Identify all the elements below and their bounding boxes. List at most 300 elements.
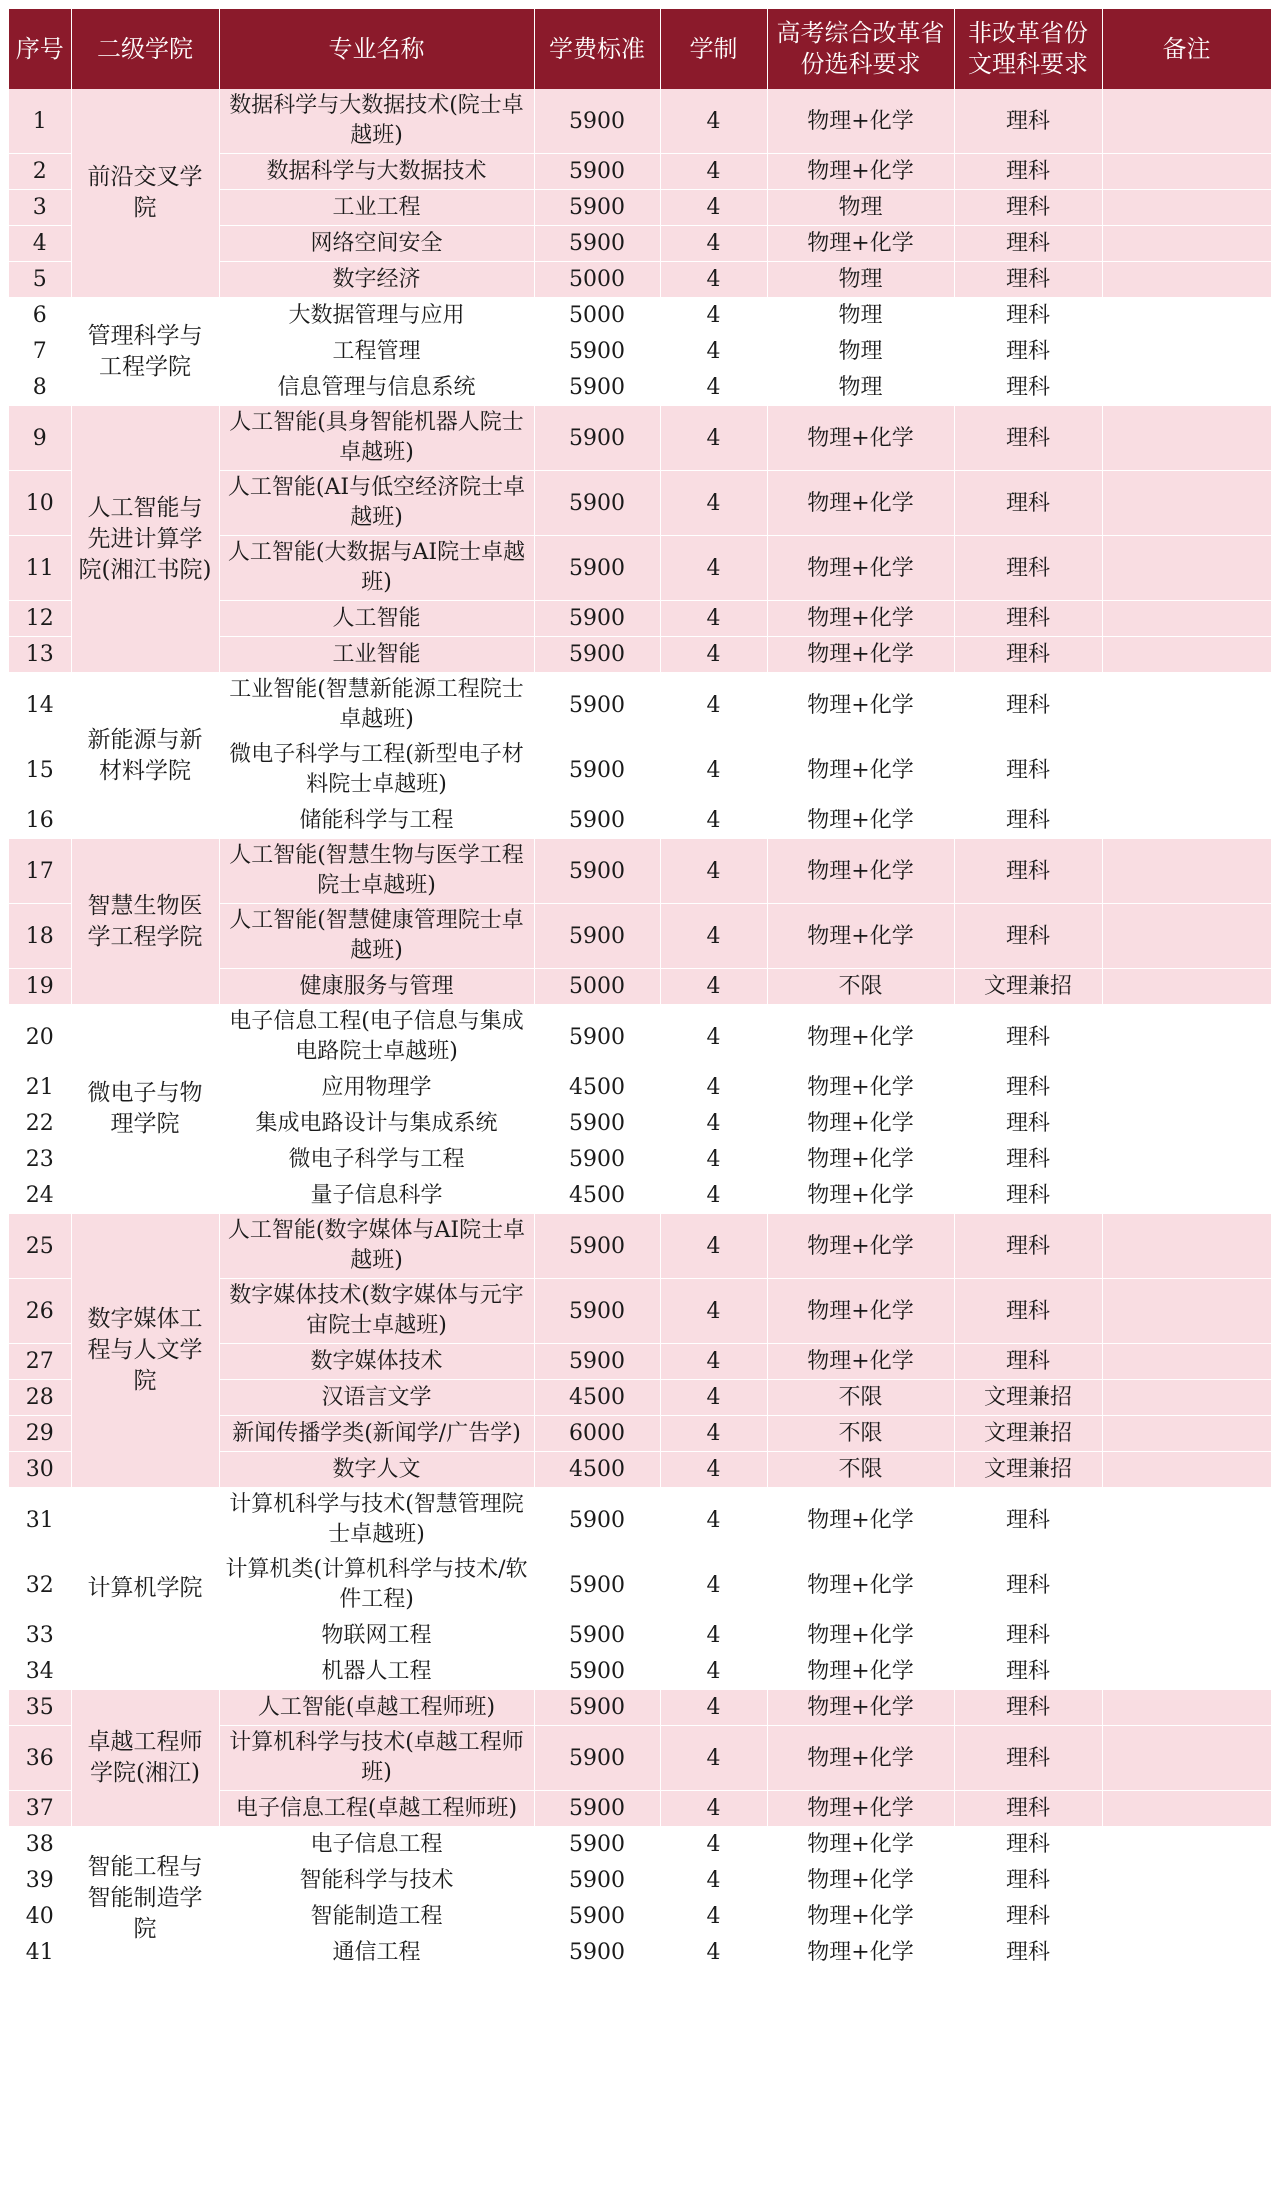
note xyxy=(1102,1726,1271,1791)
track-requirement: 理科 xyxy=(954,370,1102,406)
college-name: 人工智能与先进计算学院(湘江书院) xyxy=(71,406,219,673)
subject-requirement: 物理+化学 xyxy=(767,1106,954,1142)
major-name: 通信工程 xyxy=(219,1935,534,1971)
major-name: 新闻传播学类(新闻学/广告学) xyxy=(219,1416,534,1452)
subject-requirement: 物理+化学 xyxy=(767,1863,954,1899)
major-name: 工业工程 xyxy=(219,190,534,226)
note xyxy=(1102,1005,1271,1070)
major-name: 电子信息工程(电子信息与集成电路院士卓越班) xyxy=(219,1005,534,1070)
major-name: 数字经济 xyxy=(219,262,534,298)
track-requirement: 理科 xyxy=(954,673,1102,738)
row-number: 23 xyxy=(9,1142,71,1178)
study-years: 4 xyxy=(660,1935,767,1971)
note xyxy=(1102,601,1271,637)
row-number: 34 xyxy=(9,1654,71,1690)
study-years: 4 xyxy=(660,1827,767,1863)
row-number: 1 xyxy=(9,89,71,154)
tuition-fee: 5900 xyxy=(534,1899,660,1935)
major-name: 工业智能 xyxy=(219,637,534,673)
subject-requirement: 物理+化学 xyxy=(767,1553,954,1618)
study-years: 4 xyxy=(660,1416,767,1452)
subject-requirement: 物理+化学 xyxy=(767,1070,954,1106)
track-requirement: 文理兼招 xyxy=(954,1380,1102,1416)
tuition-fee: 4500 xyxy=(534,1380,660,1416)
row-number: 26 xyxy=(9,1279,71,1344)
tuition-fee: 5000 xyxy=(534,298,660,334)
row-number: 31 xyxy=(9,1488,71,1553)
track-requirement: 理科 xyxy=(954,1726,1102,1791)
subject-requirement: 物理+化学 xyxy=(767,637,954,673)
note xyxy=(1102,1899,1271,1935)
study-years: 4 xyxy=(660,298,767,334)
subject-requirement: 物理+化学 xyxy=(767,1791,954,1827)
tuition-fee: 5900 xyxy=(534,1214,660,1279)
major-name: 计算机科学与技术(智慧管理院士卓越班) xyxy=(219,1488,534,1553)
subject-requirement: 物理+化学 xyxy=(767,601,954,637)
major-name: 电子信息工程(卓越工程师班) xyxy=(219,1791,534,1827)
tuition-fee: 5900 xyxy=(534,1791,660,1827)
major-name: 数字媒体技术 xyxy=(219,1344,534,1380)
track-requirement: 理科 xyxy=(954,1863,1102,1899)
subject-requirement: 物理 xyxy=(767,370,954,406)
header-note: 备注 xyxy=(1102,9,1271,89)
track-requirement: 理科 xyxy=(954,226,1102,262)
track-requirement: 理科 xyxy=(954,154,1102,190)
track-requirement: 理科 xyxy=(954,1618,1102,1654)
note xyxy=(1102,89,1271,154)
major-name: 人工智能(智慧生物与医学工程院士卓越班) xyxy=(219,839,534,904)
row-number: 19 xyxy=(9,969,71,1005)
major-name: 人工智能(智慧健康管理院士卓越班) xyxy=(219,904,534,969)
note xyxy=(1102,1106,1271,1142)
table-row xyxy=(9,1488,1271,1553)
row-number: 4 xyxy=(9,226,71,262)
major-name: 工业智能(智慧新能源工程院士卓越班) xyxy=(219,673,534,738)
track-requirement: 理科 xyxy=(954,601,1102,637)
tuition-fee: 5900 xyxy=(534,1654,660,1690)
row-number: 33 xyxy=(9,1618,71,1654)
track-requirement: 理科 xyxy=(954,839,1102,904)
row-number: 32 xyxy=(9,1553,71,1618)
tuition-fee: 5900 xyxy=(534,1618,660,1654)
note xyxy=(1102,969,1271,1005)
tuition-fee: 5900 xyxy=(534,1827,660,1863)
row-number: 13 xyxy=(9,637,71,673)
table-row xyxy=(9,673,1271,738)
note xyxy=(1102,1863,1271,1899)
table-row xyxy=(9,1214,1271,1279)
track-requirement: 理科 xyxy=(954,1488,1102,1553)
major-name: 智能科学与技术 xyxy=(219,1863,534,1899)
note xyxy=(1102,536,1271,601)
subject-requirement: 物理 xyxy=(767,262,954,298)
subject-requirement: 物理+化学 xyxy=(767,226,954,262)
row-number: 12 xyxy=(9,601,71,637)
track-requirement: 理科 xyxy=(954,1070,1102,1106)
tuition-fee: 5900 xyxy=(534,406,660,471)
tuition-fee: 5900 xyxy=(534,1553,660,1618)
subject-requirement: 物理+化学 xyxy=(767,1935,954,1971)
subject-requirement: 不限 xyxy=(767,969,954,1005)
subject-requirement: 物理+化学 xyxy=(767,89,954,154)
note xyxy=(1102,1344,1271,1380)
major-name: 计算机科学与技术(卓越工程师班) xyxy=(219,1726,534,1791)
tuition-fee: 5000 xyxy=(534,969,660,1005)
note xyxy=(1102,154,1271,190)
row-number: 7 xyxy=(9,334,71,370)
major-name: 人工智能(数字媒体与AI院士卓越班) xyxy=(219,1214,534,1279)
track-requirement: 理科 xyxy=(954,1935,1102,1971)
note xyxy=(1102,1935,1271,1971)
study-years: 4 xyxy=(660,1690,767,1726)
college-name: 前沿交叉学院 xyxy=(71,89,219,298)
study-years: 4 xyxy=(660,969,767,1005)
row-number: 27 xyxy=(9,1344,71,1380)
note xyxy=(1102,190,1271,226)
study-years: 4 xyxy=(660,471,767,536)
study-years: 4 xyxy=(660,190,767,226)
subject-requirement: 物理+化学 xyxy=(767,1618,954,1654)
track-requirement: 理科 xyxy=(954,1690,1102,1726)
row-number: 36 xyxy=(9,1726,71,1791)
row-number: 35 xyxy=(9,1690,71,1726)
track-requirement: 理科 xyxy=(954,1899,1102,1935)
track-requirement: 理科 xyxy=(954,904,1102,969)
major-name: 工程管理 xyxy=(219,334,534,370)
track-requirement: 理科 xyxy=(954,1344,1102,1380)
study-years: 4 xyxy=(660,89,767,154)
track-requirement: 理科 xyxy=(954,1654,1102,1690)
study-years: 4 xyxy=(660,1654,767,1690)
note xyxy=(1102,1214,1271,1279)
row-number: 22 xyxy=(9,1106,71,1142)
subject-requirement: 物理 xyxy=(767,190,954,226)
header-subject-requirement: 高考综合改革省份选科要求 xyxy=(767,9,954,89)
note xyxy=(1102,637,1271,673)
note xyxy=(1102,1416,1271,1452)
note xyxy=(1102,738,1271,803)
subject-requirement: 不限 xyxy=(767,1452,954,1488)
study-years: 4 xyxy=(660,1279,767,1344)
row-number: 8 xyxy=(9,370,71,406)
major-name: 大数据管理与应用 xyxy=(219,298,534,334)
row-number: 38 xyxy=(9,1827,71,1863)
tuition-fee: 5900 xyxy=(534,738,660,803)
table-row xyxy=(9,1827,1271,1863)
track-requirement: 理科 xyxy=(954,89,1102,154)
subject-requirement: 物理+化学 xyxy=(767,673,954,738)
row-number: 2 xyxy=(9,154,71,190)
note xyxy=(1102,406,1271,471)
subject-requirement: 物理+化学 xyxy=(767,1214,954,1279)
tuition-fee: 5900 xyxy=(534,226,660,262)
tuition-fee: 5900 xyxy=(534,1344,660,1380)
subject-requirement: 物理+化学 xyxy=(767,536,954,601)
row-number: 16 xyxy=(9,803,71,839)
track-requirement: 理科 xyxy=(954,1791,1102,1827)
major-name: 机器人工程 xyxy=(219,1654,534,1690)
major-name: 数据科学与大数据技术(院士卓越班) xyxy=(219,89,534,154)
subject-requirement: 物理+化学 xyxy=(767,1005,954,1070)
track-requirement: 理科 xyxy=(954,1005,1102,1070)
table-row xyxy=(9,298,1271,334)
track-requirement: 理科 xyxy=(954,190,1102,226)
table-row xyxy=(9,1690,1271,1726)
college-name: 微电子与物理学院 xyxy=(71,1005,219,1214)
subject-requirement: 物理+化学 xyxy=(767,904,954,969)
subject-requirement: 物理+化学 xyxy=(767,1654,954,1690)
note xyxy=(1102,262,1271,298)
track-requirement: 理科 xyxy=(954,1279,1102,1344)
header-track-requirement: 非改革省份文理科要求 xyxy=(954,9,1102,89)
major-name: 电子信息工程 xyxy=(219,1827,534,1863)
subject-requirement: 物理+化学 xyxy=(767,738,954,803)
study-years: 4 xyxy=(660,334,767,370)
track-requirement: 理科 xyxy=(954,1214,1102,1279)
track-requirement: 理科 xyxy=(954,334,1102,370)
study-years: 4 xyxy=(660,262,767,298)
subject-requirement: 物理+化学 xyxy=(767,1690,954,1726)
major-name: 集成电路设计与集成系统 xyxy=(219,1106,534,1142)
track-requirement: 文理兼招 xyxy=(954,1452,1102,1488)
subject-requirement: 物理+化学 xyxy=(767,406,954,471)
table-row xyxy=(9,1005,1271,1070)
study-years: 4 xyxy=(660,738,767,803)
row-number: 20 xyxy=(9,1005,71,1070)
subject-requirement: 物理+化学 xyxy=(767,1899,954,1935)
note xyxy=(1102,471,1271,536)
track-requirement: 理科 xyxy=(954,536,1102,601)
study-years: 4 xyxy=(660,637,767,673)
row-number: 10 xyxy=(9,471,71,536)
row-number: 24 xyxy=(9,1178,71,1214)
track-requirement: 理科 xyxy=(954,1553,1102,1618)
tuition-fee: 6000 xyxy=(534,1416,660,1452)
study-years: 4 xyxy=(660,1070,767,1106)
subject-requirement: 物理+化学 xyxy=(767,803,954,839)
note xyxy=(1102,226,1271,262)
row-number: 3 xyxy=(9,190,71,226)
table-row xyxy=(9,89,1271,154)
study-years: 4 xyxy=(660,1488,767,1553)
tuition-fee: 5900 xyxy=(534,673,660,738)
track-requirement: 理科 xyxy=(954,262,1102,298)
note xyxy=(1102,1070,1271,1106)
major-name: 微电子科学与工程(新型电子材料院士卓越班) xyxy=(219,738,534,803)
study-years: 4 xyxy=(660,1452,767,1488)
subject-requirement: 不限 xyxy=(767,1380,954,1416)
subject-requirement: 物理+化学 xyxy=(767,1178,954,1214)
header-fee: 学费标准 xyxy=(534,9,660,89)
study-years: 4 xyxy=(660,1726,767,1791)
header-no: 序号 xyxy=(9,9,71,89)
study-years: 4 xyxy=(660,1618,767,1654)
tuition-fee: 5900 xyxy=(534,637,660,673)
table-body xyxy=(9,89,1271,1971)
major-name: 人工智能(卓越工程师班) xyxy=(219,1690,534,1726)
row-number: 28 xyxy=(9,1380,71,1416)
row-number: 30 xyxy=(9,1452,71,1488)
note xyxy=(1102,370,1271,406)
row-number: 6 xyxy=(9,298,71,334)
note xyxy=(1102,1553,1271,1618)
study-years: 4 xyxy=(660,1344,767,1380)
track-requirement: 理科 xyxy=(954,1142,1102,1178)
college-name: 新能源与新材料学院 xyxy=(71,673,219,839)
tuition-fee: 5900 xyxy=(534,89,660,154)
major-name: 计算机类(计算机科学与技术/软件工程) xyxy=(219,1553,534,1618)
study-years: 4 xyxy=(660,536,767,601)
subject-requirement: 物理+化学 xyxy=(767,1726,954,1791)
college-name: 数字媒体工程与人文学院 xyxy=(71,1214,219,1488)
subject-requirement: 物理+化学 xyxy=(767,471,954,536)
study-years: 4 xyxy=(660,1005,767,1070)
study-years: 4 xyxy=(660,1899,767,1935)
tuition-fee: 5900 xyxy=(534,1690,660,1726)
major-name: 物联网工程 xyxy=(219,1618,534,1654)
college-name: 智慧生物医学工程学院 xyxy=(71,839,219,1005)
major-name: 人工智能 xyxy=(219,601,534,637)
study-years: 4 xyxy=(660,839,767,904)
note xyxy=(1102,1827,1271,1863)
note xyxy=(1102,1654,1271,1690)
note xyxy=(1102,1380,1271,1416)
college-name: 卓越工程师学院(湘江) xyxy=(71,1690,219,1827)
major-name: 人工智能(AI与低空经济院士卓越班) xyxy=(219,471,534,536)
note xyxy=(1102,1618,1271,1654)
row-number: 29 xyxy=(9,1416,71,1452)
study-years: 4 xyxy=(660,803,767,839)
study-years: 4 xyxy=(660,1863,767,1899)
major-name: 数据科学与大数据技术 xyxy=(219,154,534,190)
tuition-fee: 5900 xyxy=(534,334,660,370)
note xyxy=(1102,1690,1271,1726)
header-major: 专业名称 xyxy=(219,9,534,89)
study-years: 4 xyxy=(660,1214,767,1279)
note xyxy=(1102,1178,1271,1214)
note xyxy=(1102,904,1271,969)
header-row xyxy=(9,9,1271,89)
row-number: 37 xyxy=(9,1791,71,1827)
track-requirement: 文理兼招 xyxy=(954,1416,1102,1452)
note xyxy=(1102,1452,1271,1488)
tuition-fee: 5900 xyxy=(534,190,660,226)
subject-requirement: 物理+化学 xyxy=(767,1827,954,1863)
subject-requirement: 物理 xyxy=(767,298,954,334)
tuition-fee: 5900 xyxy=(534,536,660,601)
study-years: 4 xyxy=(660,154,767,190)
track-requirement: 理科 xyxy=(954,738,1102,803)
note xyxy=(1102,803,1271,839)
study-years: 4 xyxy=(660,904,767,969)
tuition-fee: 5900 xyxy=(534,1935,660,1971)
row-number: 5 xyxy=(9,262,71,298)
tuition-fee: 5900 xyxy=(534,904,660,969)
major-name: 储能科学与工程 xyxy=(219,803,534,839)
row-number: 11 xyxy=(9,536,71,601)
tuition-fee: 4500 xyxy=(534,1070,660,1106)
major-name: 人工智能(大数据与AI院士卓越班) xyxy=(219,536,534,601)
study-years: 4 xyxy=(660,1106,767,1142)
row-number: 39 xyxy=(9,1863,71,1899)
track-requirement: 理科 xyxy=(954,1178,1102,1214)
major-name: 数字媒体技术(数字媒体与元宇宙院士卓越班) xyxy=(219,1279,534,1344)
tuition-fee: 5900 xyxy=(534,471,660,536)
major-name: 微电子科学与工程 xyxy=(219,1142,534,1178)
subject-requirement: 物理+化学 xyxy=(767,1488,954,1553)
table-row xyxy=(9,839,1271,904)
college-name: 管理科学与工程学院 xyxy=(71,298,219,406)
study-years: 4 xyxy=(660,673,767,738)
subject-requirement: 物理+化学 xyxy=(767,1344,954,1380)
track-requirement: 理科 xyxy=(954,1827,1102,1863)
study-years: 4 xyxy=(660,1553,767,1618)
track-requirement: 理科 xyxy=(954,406,1102,471)
study-years: 4 xyxy=(660,1142,767,1178)
subject-requirement: 物理+化学 xyxy=(767,154,954,190)
tuition-fee: 5900 xyxy=(534,601,660,637)
tuition-fee: 5900 xyxy=(534,839,660,904)
major-name: 量子信息科学 xyxy=(219,1178,534,1214)
track-requirement: 理科 xyxy=(954,637,1102,673)
major-name: 智能制造工程 xyxy=(219,1899,534,1935)
study-years: 4 xyxy=(660,1380,767,1416)
note xyxy=(1102,1791,1271,1827)
row-number: 41 xyxy=(9,1935,71,1971)
note xyxy=(1102,1142,1271,1178)
study-years: 4 xyxy=(660,406,767,471)
tuition-fee: 5900 xyxy=(534,1106,660,1142)
major-name: 人工智能(具身智能机器人院士卓越班) xyxy=(219,406,534,471)
track-requirement: 理科 xyxy=(954,803,1102,839)
note xyxy=(1102,298,1271,334)
row-number: 18 xyxy=(9,904,71,969)
study-years: 4 xyxy=(660,226,767,262)
row-number: 25 xyxy=(9,1214,71,1279)
track-requirement: 文理兼招 xyxy=(954,969,1102,1005)
note xyxy=(1102,673,1271,738)
tuition-fee: 5900 xyxy=(534,1279,660,1344)
row-number: 9 xyxy=(9,406,71,471)
header-college: 二级学院 xyxy=(71,9,219,89)
major-name: 健康服务与管理 xyxy=(219,969,534,1005)
tuition-fee: 5900 xyxy=(534,370,660,406)
subject-requirement: 物理+化学 xyxy=(767,1279,954,1344)
college-name: 计算机学院 xyxy=(71,1488,219,1690)
subject-requirement: 物理 xyxy=(767,334,954,370)
tuition-fee: 5900 xyxy=(534,1726,660,1791)
tuition-fee: 5900 xyxy=(534,1005,660,1070)
admissions-table xyxy=(9,9,1272,1971)
major-name: 数字人文 xyxy=(219,1452,534,1488)
subject-requirement: 不限 xyxy=(767,1416,954,1452)
note xyxy=(1102,334,1271,370)
note xyxy=(1102,839,1271,904)
study-years: 4 xyxy=(660,1791,767,1827)
study-years: 4 xyxy=(660,1178,767,1214)
table-row xyxy=(9,406,1271,471)
note xyxy=(1102,1488,1271,1553)
row-number: 17 xyxy=(9,839,71,904)
row-number: 21 xyxy=(9,1070,71,1106)
tuition-fee: 4500 xyxy=(534,1452,660,1488)
row-number: 15 xyxy=(9,738,71,803)
row-number: 40 xyxy=(9,1899,71,1935)
major-name: 应用物理学 xyxy=(219,1070,534,1106)
tuition-fee: 5900 xyxy=(534,1863,660,1899)
note xyxy=(1102,1279,1271,1344)
header-years: 学制 xyxy=(660,9,767,89)
